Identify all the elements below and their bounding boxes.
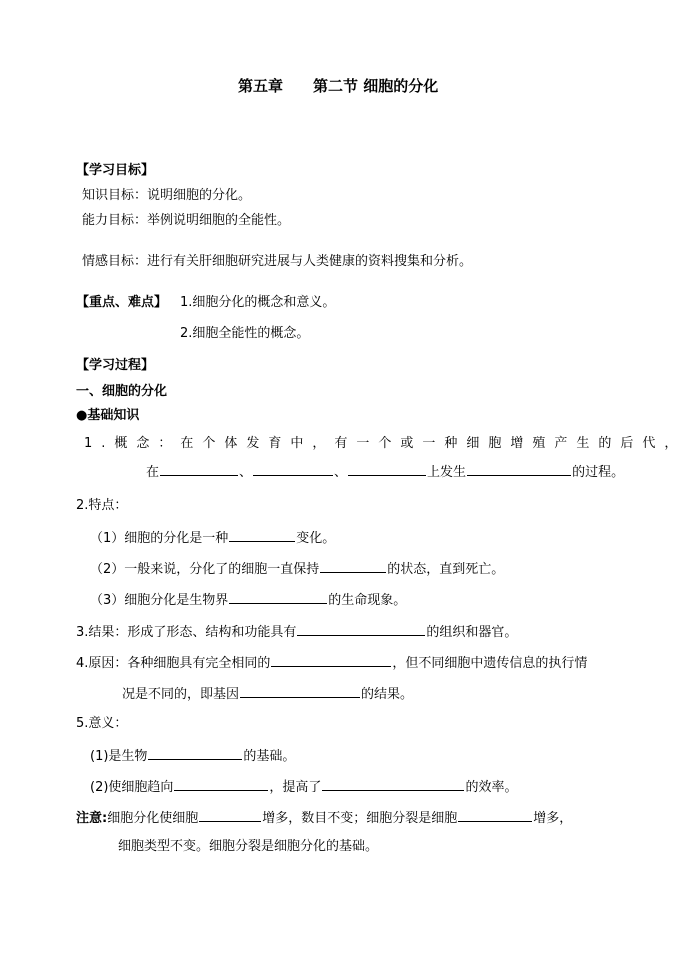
- meaning-1-end: 的基础。: [243, 749, 296, 764]
- process-heading: 【学习过程】: [76, 358, 155, 373]
- objectives-heading: 【学习目标】: [76, 163, 155, 178]
- concept-end: 的过程。: [572, 465, 625, 480]
- blank[interactable]: [229, 528, 295, 542]
- reason-end: 的结果。: [361, 687, 414, 702]
- basic-knowledge-heading: ●基础知识: [76, 408, 140, 423]
- blank[interactable]: [467, 462, 571, 476]
- meaning-2: [90, 777, 517, 797]
- keypoint-2: 2.细胞全能性的概念。: [180, 326, 310, 341]
- feature-1: [90, 528, 335, 548]
- blank[interactable]: [174, 777, 268, 791]
- meaning-1: [90, 746, 295, 766]
- reason-text-2: ，但不同细胞中遗传信息的执行情: [392, 656, 588, 671]
- objective-emotion: 情感目标：进行有关肝细胞研究进展与人类健康的资料搜集和分析。: [82, 254, 473, 269]
- separator: 、: [334, 465, 348, 480]
- note-label: 注意:: [76, 811, 108, 826]
- section-title: 第二节 细胞的分化: [313, 77, 439, 95]
- meaning-1-text: (1)是生物: [90, 749, 148, 764]
- objective-knowledge: 知识目标：说明细胞的分化。: [82, 188, 252, 203]
- keypoint-1: 1.细胞分化的概念和意义。: [180, 295, 336, 310]
- blank[interactable]: [320, 559, 386, 573]
- concept-upper: 上发生: [427, 465, 467, 480]
- blank[interactable]: [199, 808, 261, 822]
- blank[interactable]: [458, 808, 532, 822]
- result-end: 的组织和器官。: [426, 625, 518, 640]
- concept-line-2: [146, 462, 624, 482]
- feature-2-text: （2）一般来说，分化了的细胞一直保持: [90, 562, 320, 577]
- blank[interactable]: [240, 684, 360, 698]
- note-line-2: 细胞类型不变。细胞分裂是细胞分化的基础。: [118, 839, 379, 854]
- blank[interactable]: [229, 590, 327, 604]
- note-text-2: 增多，数目不变；细胞分裂是细胞: [262, 811, 458, 826]
- result: [76, 622, 517, 642]
- reason-text-3: 况是不同的，即基因: [122, 687, 240, 702]
- blank[interactable]: [297, 622, 425, 636]
- feature-3: [90, 590, 406, 610]
- reason-text: 4.原因：各种细胞具有完全相同的: [76, 656, 271, 671]
- concept-line-1: 1.概念：在个体发育中，有一个或一种细胞增殖产生的后代，: [84, 436, 687, 451]
- features-heading: 2.特点：: [76, 498, 128, 513]
- result-text: 3.结果：形成了形态、结构和功能具有: [76, 625, 297, 640]
- section-heading: 一、细胞的分化: [76, 384, 168, 399]
- concept-in: 在: [146, 465, 160, 480]
- blank[interactable]: [160, 462, 238, 476]
- note-line-1: [76, 808, 572, 828]
- separator: 、: [239, 465, 253, 480]
- meaning-heading: 5.意义：: [76, 716, 128, 731]
- feature-1-text: （1）细胞的分化是一种: [90, 531, 229, 546]
- keypoints-heading: 【重点、难点】: [76, 295, 168, 310]
- page-title: [238, 77, 438, 95]
- note-text-3: 增多，: [533, 811, 573, 826]
- meaning-2-end: 的效率。: [465, 780, 518, 795]
- reason-line-2: [122, 684, 413, 704]
- chapter-title: 第五章: [238, 77, 284, 95]
- blank[interactable]: [253, 462, 333, 476]
- feature-2-end: 的状态，直到死亡。: [387, 562, 505, 577]
- objective-ability: 能力目标：举例说明细胞的全能性。: [82, 213, 291, 228]
- feature-2: [90, 559, 504, 579]
- feature-3-end: 的生命现象。: [328, 593, 407, 608]
- feature-1-end: 变化。: [296, 531, 336, 546]
- blank[interactable]: [322, 777, 464, 791]
- meaning-2-mid: ，提高了: [269, 780, 322, 795]
- note-text: 细胞分化使细胞: [107, 811, 199, 826]
- reason-line-1: [76, 653, 587, 673]
- feature-3-text: （3）细胞分化是生物界: [90, 593, 229, 608]
- meaning-2-text: (2)使细胞趋向: [90, 780, 174, 795]
- blank[interactable]: [348, 462, 426, 476]
- blank[interactable]: [148, 746, 242, 760]
- blank[interactable]: [271, 653, 391, 667]
